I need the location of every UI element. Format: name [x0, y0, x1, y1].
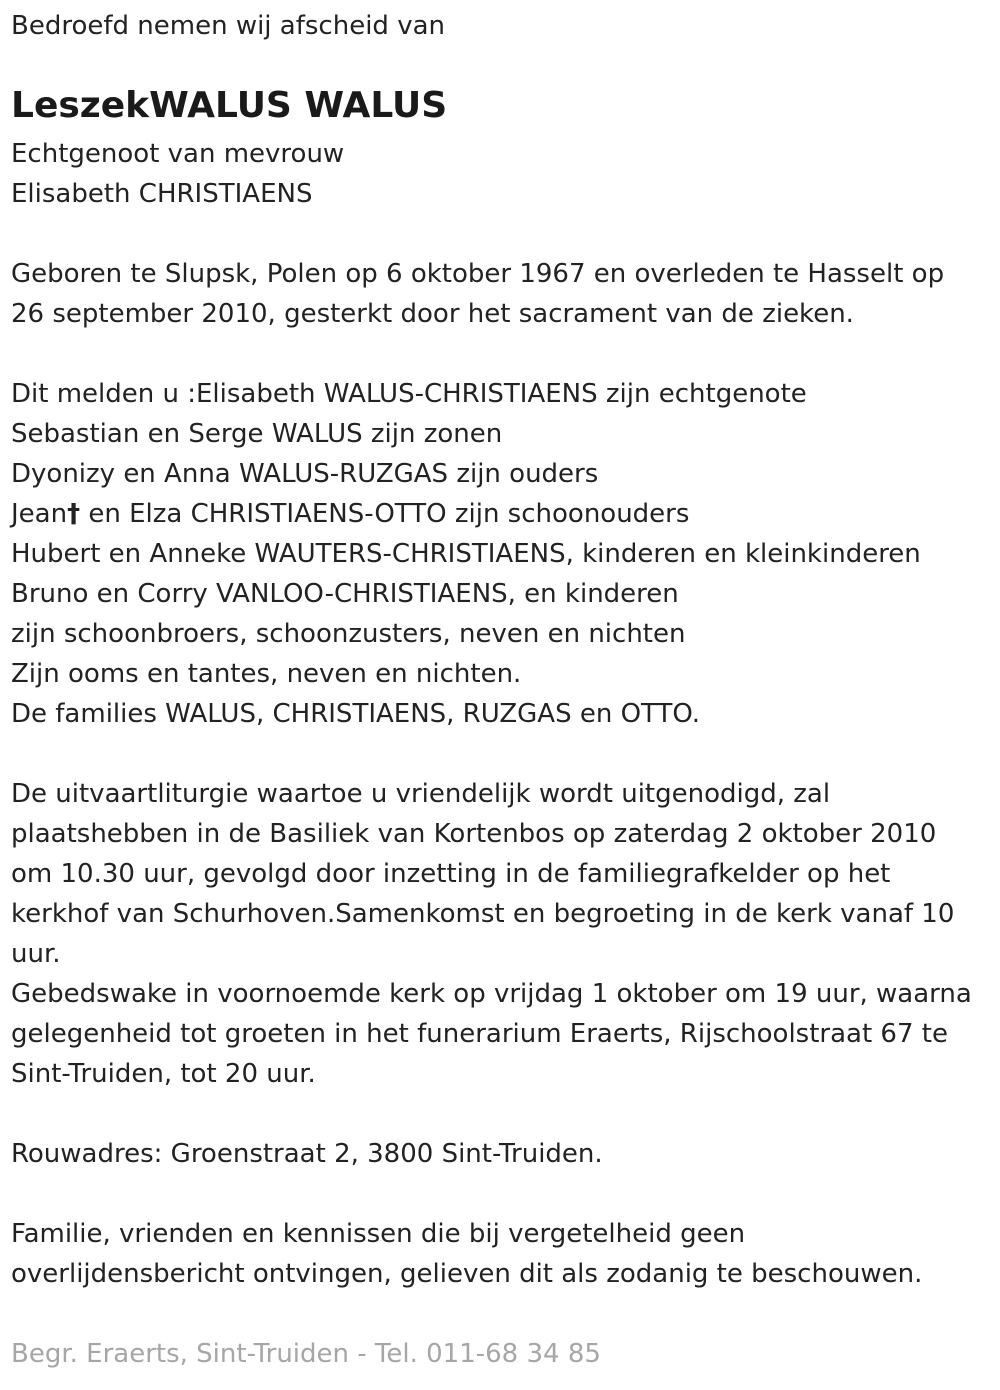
- birth-death-line: Geboren te Slupsk, Polen op 6 oktober 1967 en overleden te Hasselt op: [11, 259, 945, 289]
- address-section: [11, 1134, 603, 1174]
- spouse-section: [11, 134, 344, 214]
- funeral-home-footer: Begr. Eraerts, Sint-Truiden - Tel. 011-68 34 85: [11, 1339, 601, 1369]
- relatives-line: Bruno en Corry VANLOO-CHRISTIAENS, en kinderen: [11, 579, 679, 609]
- notice-line: Familie, vrienden en kennissen die bij vergetelheid geen: [11, 1219, 746, 1249]
- notice-section: [11, 1214, 922, 1294]
- spouse-line: Echtgenoot van mevrouw: [11, 139, 345, 169]
- relative-name: Jean: [11, 499, 68, 529]
- mourning-address: Rouwadres: Groenstraat 2, 3800 Sint-Truiden.: [11, 1139, 603, 1169]
- spouse-name: Elisabeth CHRISTIAENS: [11, 179, 313, 209]
- birth-death-section: [11, 254, 944, 334]
- relatives-line: Zijn ooms en tantes, neven en nichten.: [11, 659, 522, 689]
- notice-line: overlijdensbericht ontvingen, gelieven dit als zodanig te beschouwen.: [11, 1259, 923, 1289]
- funeral-section: [11, 774, 972, 1094]
- funeral-line: gelegenheid tot groeten in het funerarium Eraerts, Rijschoolstraat 67 te: [11, 1019, 948, 1049]
- funeral-line: Sint-Truiden, tot 20 uur.: [11, 1059, 316, 1089]
- funeral-line: plaatshebben in de Basiliek van Kortenbos op zaterdag 2 oktober 2010: [11, 819, 937, 849]
- relatives-line: Dyonizy en Anna WALUS-RUZGAS zijn ouders: [11, 459, 599, 489]
- relatives-line: Hubert en Anneke WAUTERS-CHRISTIAENS, kinderen en kleinkinderen: [11, 539, 921, 569]
- relatives-line: [11, 494, 921, 534]
- funeral-line: uur.: [11, 939, 61, 969]
- funeral-line: kerkhof van Schurhoven.Samenkomst en begroeting in de kerk vanaf 10: [11, 899, 955, 929]
- funeral-line: Gebedswake in voornoemde kerk op vrijdag 1 oktober om 19 uur, waarna: [11, 979, 972, 1009]
- relatives-line: De families WALUS, CHRISTIAENS, RUZGAS en OTTO.: [11, 699, 701, 729]
- relatives-line: Sebastian en Serge WALUS zijn zonen: [11, 419, 503, 449]
- funeral-line: om 10.30 uur, gevolgd door inzetting in de familiegrafkelder op het: [11, 859, 891, 889]
- cross-icon: †: [67, 499, 81, 529]
- funeral-line: De uitvaartliturgie waartoe u vriendelijk wordt uitgenodigd, zal: [11, 779, 831, 809]
- relatives-line-rest: en Elza CHRISTIAENS-OTTO zijn schoonouders: [80, 499, 690, 529]
- relatives-section: [11, 374, 921, 734]
- deceased-name: LeszekWALUS WALUS: [11, 85, 448, 126]
- relatives-line: zijn schoonbroers, schoonzusters, neven en nichten: [11, 619, 686, 649]
- relatives-line: Dit melden u :Elisabeth WALUS-CHRISTIAENS zijn echtgenote: [11, 379, 807, 409]
- birth-death-line: 26 september 2010, gesterkt door het sacrament van de zieken.: [11, 299, 854, 329]
- intro-text: Bedroefd nemen wij afscheid van: [11, 11, 445, 41]
